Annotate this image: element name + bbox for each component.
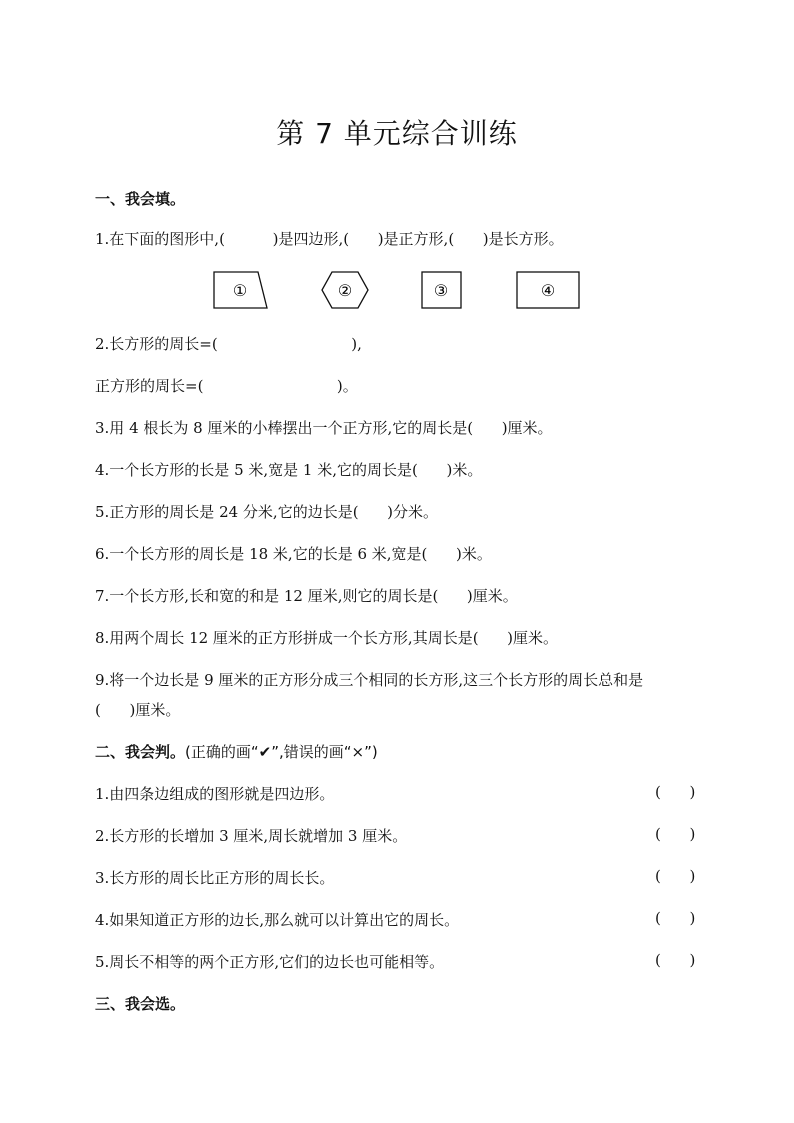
section-2-heading [95,741,378,762]
question-9b: ( )厘米。 [95,701,181,719]
judge-answer-4: ( ) [655,909,696,927]
question-2a: 2.长方形的周长=( ), [95,335,362,353]
section-1-heading: 一、我会填。 [95,190,186,208]
question-6: 6.一个长方形的周长是 18 米,它的长是 6 米,宽是( )米。 [95,545,492,563]
judge-answer-3: ( ) [655,867,696,885]
judge-item-5: 5.周长不相等的两个正方形,它们的边长也可能相等。 [95,953,445,971]
section-2-title: 二、我会判。 [95,743,186,761]
judge-answer-2: ( ) [655,825,696,843]
question-7: 7.一个长方形,长和宽的和是 12 厘米,则它的周长是( )厘米。 [95,587,518,605]
shape-rectangle [517,272,579,308]
question-9a: 9.将一个边长是 9 厘米的正方形分成三个相同的长方形,这三个长方形的周长总和是 [95,671,644,689]
section-3-heading: 三、我会选。 [95,995,186,1013]
question-4: 4.一个长方形的长是 5 米,宽是 1 米,它的周长是( )米。 [95,461,483,479]
judge-item-3: 3.长方形的周长比正方形的周长长。 [95,869,335,887]
judge-answer-1: ( ) [655,783,696,801]
section-2-note: (正确的画“✔”,错误的画“×”) [185,743,378,761]
question-3: 3.用 4 根长为 8 厘米的小棒摆出一个正方形,它的周长是( )厘米。 [95,419,553,437]
shape-figures [0,268,794,312]
question-8: 8.用两个周长 12 厘米的正方形拼成一个长方形,其周长是( )厘米。 [95,629,559,647]
shape-hexagon [322,272,368,308]
judge-item-4: 4.如果知道正方形的边长,那么就可以计算出它的周长。 [95,911,460,929]
judge-item-2: 2.长方形的长增加 3 厘米,周长就增加 3 厘米。 [95,827,408,845]
shape-label-1: ① [232,281,248,300]
question-2b: 正方形的周长=( )。 [95,377,358,395]
question-5: 5.正方形的周长是 24 分米,它的边长是( )分米。 [95,503,439,521]
shape-label-4: ④ [540,281,556,300]
shape-square [422,272,461,308]
shape-trapezoid [214,272,267,308]
question-1: 1.在下面的图形中,( )是四边形,( )是正方形,( )是长方形。 [95,230,564,248]
judge-item-1: 1.由四条边组成的图形就是四边形。 [95,785,335,803]
shape-label-2: ② [337,281,353,300]
page-title: 第 7 单元综合训练 [276,117,518,150]
judge-answer-5: ( ) [655,951,696,969]
shape-label-3: ③ [433,281,449,300]
